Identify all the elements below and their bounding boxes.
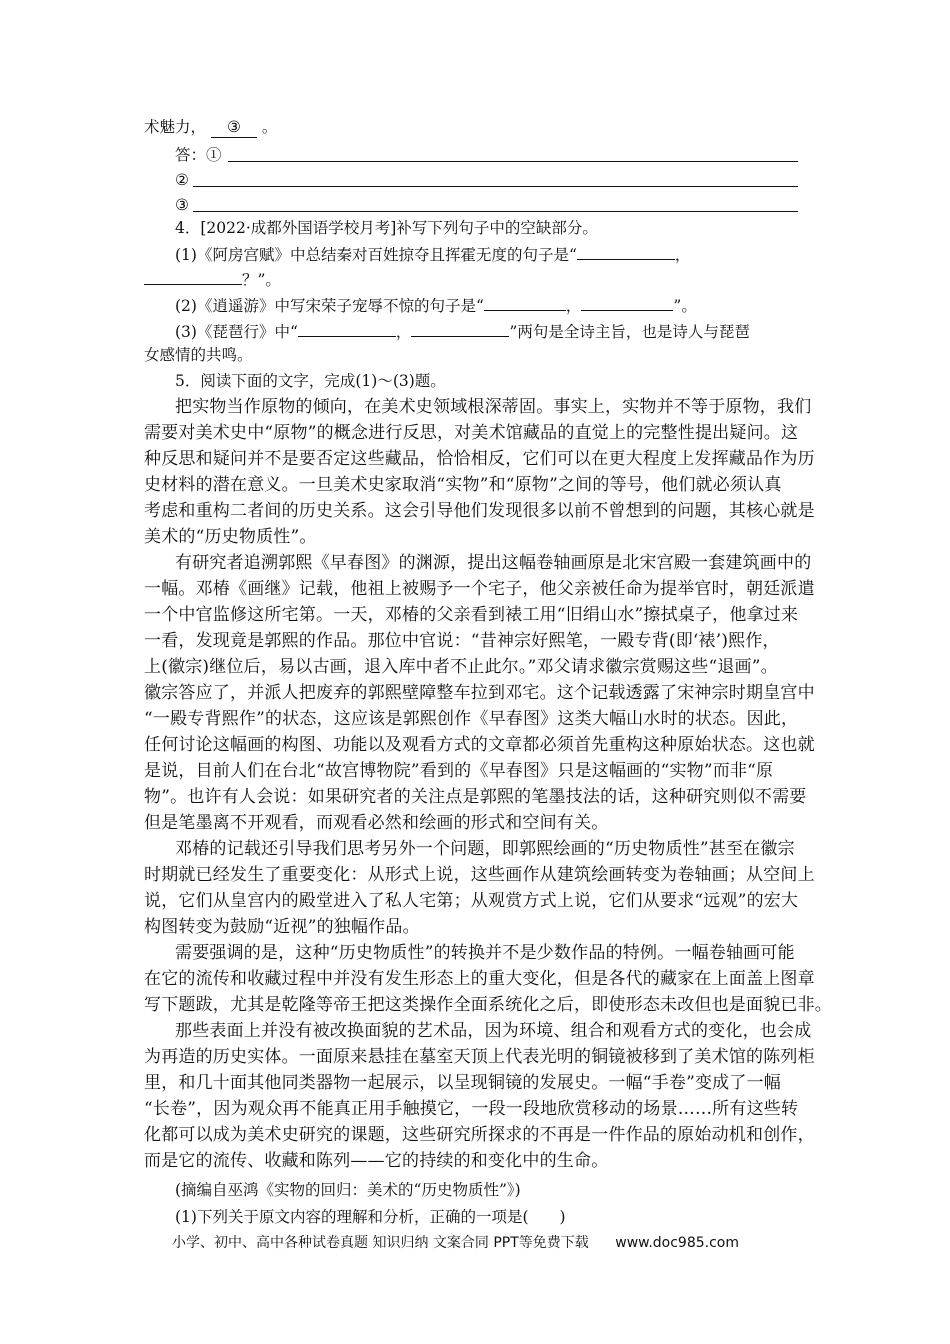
intro-text: 术魅力， [144, 118, 207, 136]
q4-item-3-cont: 女感情的共鸣。 [144, 346, 253, 364]
footer-url[interactable]: www.doc985.com [615, 1235, 739, 1251]
passage-line: 而是它的流传、收藏和陈列——它的持续的和变化中的生命。 [144, 1151, 609, 1171]
passage-line: 在它的流传和收藏过程中并没有发生形态上的重大变化，但是各代的藏家在上面盖上图章 [144, 969, 815, 989]
blank [411, 320, 509, 337]
passage-line: 里，和几十面其他同类器物一起展示，以呈现铜镜的发展史。一幅“手卷”变成了一幅 [144, 1073, 781, 1093]
passage-source: (摘编自巫鸿《实物的回归：美术的“历史物质性”》) [175, 1181, 521, 1199]
passage-line: 需要强调的是，这种“历史物质性”的转换并不是少数作品的特例。一幅卷轴画可能 [175, 943, 795, 963]
passage-line: 史材料的潜在意义。一旦美术史家取消“实物”和“原物”之间的等号，他们就必须认真 [144, 475, 782, 495]
passage-line: 有研究者追溯郭熙《早春图》的渊源，提出这幅卷轴画原是北宋宫殿一套建筑画中的 [175, 553, 812, 573]
footer [172, 1234, 739, 1252]
passage-line: 是说，目前人们在台北“故宫博物院”看到的《早春图》只是这幅画的“实物”而非“原 [144, 761, 774, 781]
passage-line: 那些表面上并没有被改换面貌的艺术品，因为环境、组合和观看方式的变化，也会成 [175, 1021, 812, 1041]
blank [484, 294, 566, 311]
q4-item-3-mid: ”两句是全诗主旨，也是诗人与琵琶 [509, 323, 750, 341]
passage-line: 种反思和疑问并不是要否定这些藏品，恰恰相反，它们可以在更大程度上发挥藏品作为历 [144, 449, 815, 469]
passage-line: 说，它们从皇宫内的殿堂进入了私人宅第；从观赏方式上说，它们从要求“远观”的宏大 [144, 891, 799, 911]
passage-line: 美术的“历史物质性”。 [144, 527, 317, 547]
answer-label-3: ③ [175, 196, 189, 214]
passage-line: “一殿专背熙作”的状态，这应该是郭熙创作《早春图》这类大幅山水时的状态。因此， [144, 709, 799, 729]
comma: ， [674, 246, 691, 264]
question-5-title: 5．阅读下面的文字，完成(1)～(3)题。 [175, 372, 446, 390]
passage-line: 邓椿的记载还引导我们思考另外一个问题，即郭熙绘画的“历史物质性”甚至在徽宗 [175, 839, 795, 859]
intro-blank [211, 117, 257, 138]
passage-line: “长卷”，因为观众再不能真正用手触摸它，一段一段地欣赏移动的场景……所有这些转 [144, 1099, 799, 1119]
q4-item-2-end: ”。 [673, 297, 697, 315]
passage-line: 需要对美术史中“原物”的概念进行反思，对美术馆藏品的直觉上的完整性提出疑问。这 [144, 423, 799, 443]
passage-line: 化都可以成为美术史研究的课题，这些研究所探求的不再是一件作品的原始动机和创作， [144, 1125, 815, 1145]
passage-line: 一看，发现竟是郭熙的作品。那位中官说：“昔神宗好熙笔，一殿专背(即‘裱’)熙作， [144, 631, 780, 651]
comma: ， [395, 323, 412, 341]
blank [577, 243, 675, 260]
passage-line: 构图转变为鼓励“近视”的独幅作品。 [144, 917, 420, 937]
q4-item-2 [175, 294, 697, 316]
passage-line: 考虑和重构二者间的历史关系。这会引导他们发现很多以前不曾想到的问题，其核心就是 [144, 501, 815, 521]
comma: ， [565, 297, 582, 315]
passage-line: 把实物当作原物的倾向，在美术史领域根深蒂固。事实上，实物并不等于原物，我们 [175, 397, 812, 417]
answer-label-1: 答：① [175, 146, 222, 164]
question-5-sub-1: (1)下列关于原文内容的理解和分析，正确的一项是( ) [175, 1208, 566, 1226]
passage-line: 徽宗答应了，并派人把废弃的郭熙壁障整车拉到邓宅。这个记载透露了宋神宗时期皇宫中 [144, 683, 815, 703]
answer-line-2 [193, 186, 798, 187]
passage-line: 但是笔墨离不开观看，而观看必然和绘画的形式和空间有关。 [144, 813, 609, 833]
q4-item-2-text: (2)《逍遥游》中写宋荣子宠辱不惊的句子是“ [175, 297, 484, 315]
blank [298, 320, 396, 337]
passage-line: 一个中官监修这所宅第。一天，邓椿的父亲看到裱工用“旧绢山水”擦拭桌子，他拿过来 [144, 605, 799, 625]
q4-item-1-end: ？”。 [242, 271, 281, 289]
footer-text: 小学、初中、高中各种试卷真题 知识归纳 文案合同 PPT等免费下载 [172, 1235, 589, 1251]
q4-item-3-text: (3)《琵琶行》中“ [175, 323, 298, 341]
passage-line: 物”。也许有人会说：如果研究者的关注点是郭熙的笔墨技法的话，这种研究则似不需要 [144, 787, 807, 807]
passage-line: 任何讨论这幅画的构图、功能以及观看方式的文章都必须首先重构这种原始状态。这也就 [144, 735, 815, 755]
q4-item-1 [175, 243, 690, 265]
blank [581, 294, 673, 311]
passage-line: 为再造的历史实体。一面原来悬挂在墓室天顶上代表光明的铜镜被移到了美术馆的陈列柜 [144, 1047, 815, 1067]
line-intro [144, 117, 277, 138]
answer-line-3 [193, 211, 798, 212]
blank-number: ③ [227, 118, 241, 136]
passage-line: 上(徽宗)继位后，易以古画，退入库中者不止此尔。”邓父请求徽宗赏赐这些“退画”。 [144, 657, 778, 677]
question-4-title: 4．[2022·成都外国语学校月考]补写下列句子中的空缺部分。 [175, 219, 598, 237]
q4-item-1-cont [144, 268, 281, 290]
answer-label-2: ② [175, 171, 189, 189]
passage-line: 写下题跋，尤其是乾隆等帝王把这类操作全面系统化之后，即使形态未改但也是面貌已非。 [144, 995, 832, 1015]
answer-line-1 [228, 161, 798, 162]
blank [144, 268, 242, 285]
intro-end: 。 [261, 118, 278, 136]
q4-item-1-text: (1)《阿房宫赋》中总结秦对百姓掠夺且挥霍无度的句子是“ [175, 246, 577, 264]
passage-line: 时期就已经发生了重要变化：从形式上说，这些画作从建筑绘画转变为卷轴画；从空间上 [144, 865, 815, 885]
q4-item-3 [175, 320, 750, 342]
passage-line: 一幅。邓椿《画继》记载，他祖上被赐予一个宅子，他父亲被任命为提举官时，朝廷派遣 [144, 579, 815, 599]
